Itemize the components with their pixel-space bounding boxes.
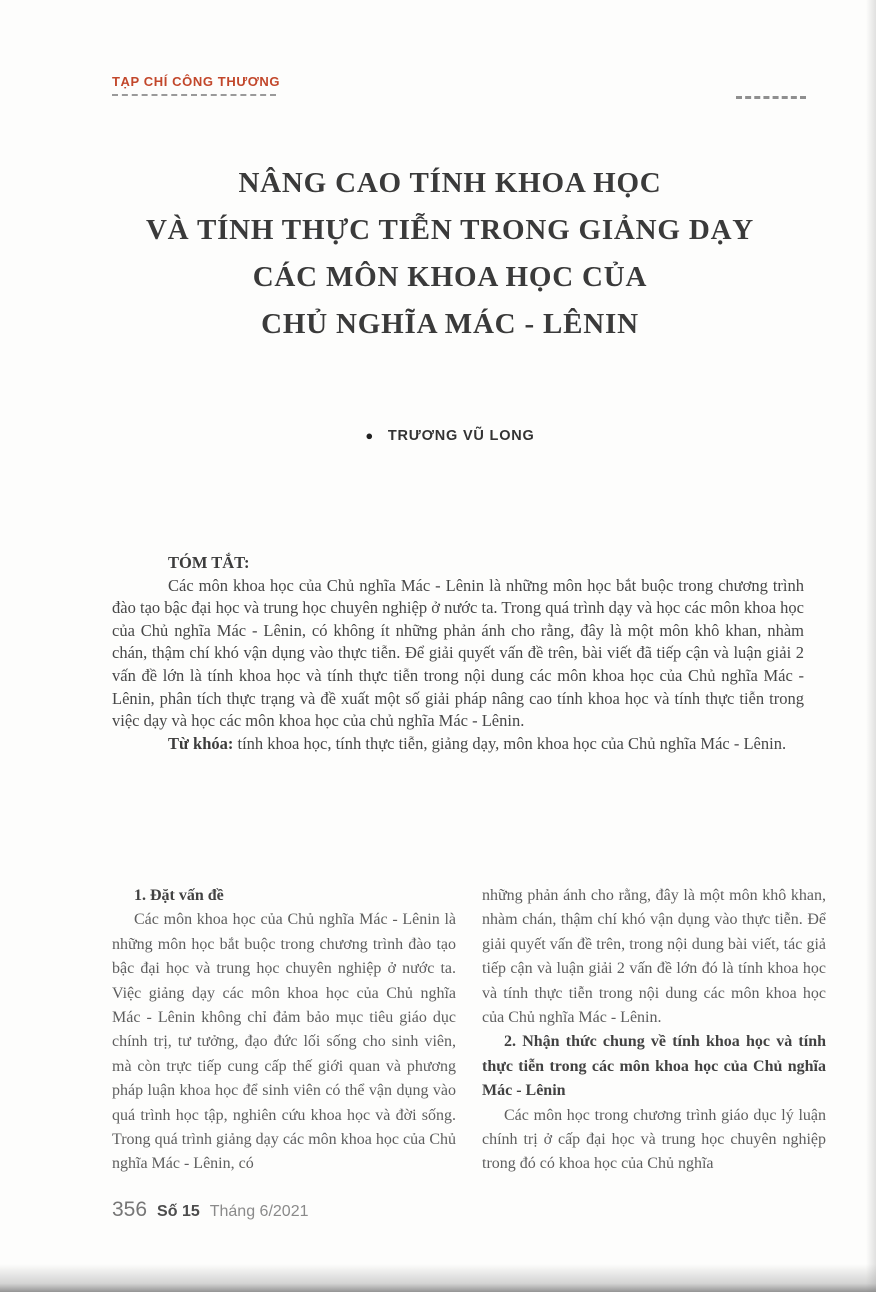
title-line-1: NÂNG CAO TÍNH KHOA HỌC	[238, 167, 662, 199]
header-dashed-rule	[112, 94, 276, 96]
right-column-paragraph-1: những phản ánh cho rằng, đây là một môn khô khan, nhàm chán, thậm chí khó vận dụng vào thực tiễn. Để giải quyết vấn đề trên, trong nội dung bài viết, tác giả tiếp cận và luận giải 2 vấn đề lớn đó là tính khoa học và tính thực tiễn trong nội dung các môn khoa học của Chủ nghĩa Mác - Lênin.	[482, 887, 826, 1027]
author-name: TRƯƠNG VŨ LONG	[387, 428, 535, 444]
page-number: 356	[112, 1198, 148, 1221]
journal-header	[112, 74, 810, 114]
section1-heading: 1. Đặt vấn đề	[134, 887, 224, 904]
scan-right-shadow	[866, 0, 876, 1292]
keywords-text: tính khoa học, tính thực tiễn, giảng dạy, môn khoa học của Chủ nghĩa Mác - Lênin.	[237, 733, 787, 753]
issue-number: Số 15	[157, 1203, 200, 1220]
author-bullet-icon: ●	[365, 428, 375, 443]
right-column	[482, 884, 826, 1177]
author-row	[70, 428, 830, 444]
issue-date: Tháng 6/2021	[209, 1203, 309, 1220]
journal-name: TẠP CHÍ CÔNG THƯƠNG	[112, 74, 281, 89]
abstract-text: Các môn khoa học của Chủ nghĩa Mác - Lênin là những môn học bắt buộc trong chương trình đào tạo bậc đại học và trung học chuyên nghiệp ở nước ta. Trong quá trình dạy và học các môn khoa học của Chủ nghĩa Mác - Lênin, có không ít những phản ánh cho rằng, đây là một môn khô khan, nhàm chán, thậm chí khó vận dụng vào thực tiễn. Để giải quyết vấn đề trên, bài viết đã tiếp cận và luận giải 2 vấn đề lớn là tính khoa học và tính thực tiễn trong nội dung các môn khoa học của Chủ nghĩa Mác - Lênin, phân tích thực trạng và đề xuất một số giải pháp nâng cao tính khoa học và tính thực tiễn trong việc dạy và học các môn khoa học của chủ nghĩa Mác - Lênin.	[112, 575, 804, 731]
title-line-2: VÀ TÍNH THỰC TIỄN TRONG GIẢNG DẠY	[145, 214, 755, 246]
keywords-line	[112, 733, 804, 756]
left-column	[112, 884, 456, 1177]
title-line-4: CHỦ NGHĨA MÁC - LÊNIN	[261, 308, 639, 340]
title-line-3: CÁC MÔN KHOA HỌC CỦA	[252, 261, 648, 293]
scan-bottom-shadow	[0, 1264, 876, 1292]
abstract-section	[112, 552, 804, 755]
page-footer	[112, 1198, 308, 1222]
keywords-label: Từ khóa:	[168, 733, 234, 753]
article-title	[70, 160, 830, 348]
section2-paragraph: Các môn học trong chương trình giáo dục lý luận chính trị ở cấp đại học và trung học chuyên nghiệp trong đó có khoa học của Chủ nghĩa	[482, 1106, 826, 1173]
section2-heading: 2. Nhận thức chung về tính khoa học và tính thực tiễn trong các môn khoa học của Chủ nghĩa Mác - Lênin	[482, 1033, 826, 1100]
abstract-heading: TÓM TẮT:	[168, 553, 250, 572]
body-columns	[112, 884, 826, 1177]
header-right-dashes	[736, 96, 806, 99]
section1-paragraph: Các môn khoa học của Chủ nghĩa Mác - Lênin là những môn học bắt buộc trong chương trình đào tạo bậc đại học và trung học chuyên nghiệp ở nước ta. Việc giảng dạy các môn khoa học của Chủ nghĩa Mác - Lênin không chỉ đảm bảo mục tiêu giáo dục chính trị, tư tưởng, đạo đức lối sống cho sinh viên, mà còn trực tiếp cung cấp thế giới quan và phương pháp luận khoa học để sinh viên có thể vận dụng vào quá trình học tập, nghiên cứu khoa học và đời sống. Trong quá trình giảng dạy các môn khoa học của Chủ nghĩa Mác - Lênin, có	[112, 911, 456, 1173]
